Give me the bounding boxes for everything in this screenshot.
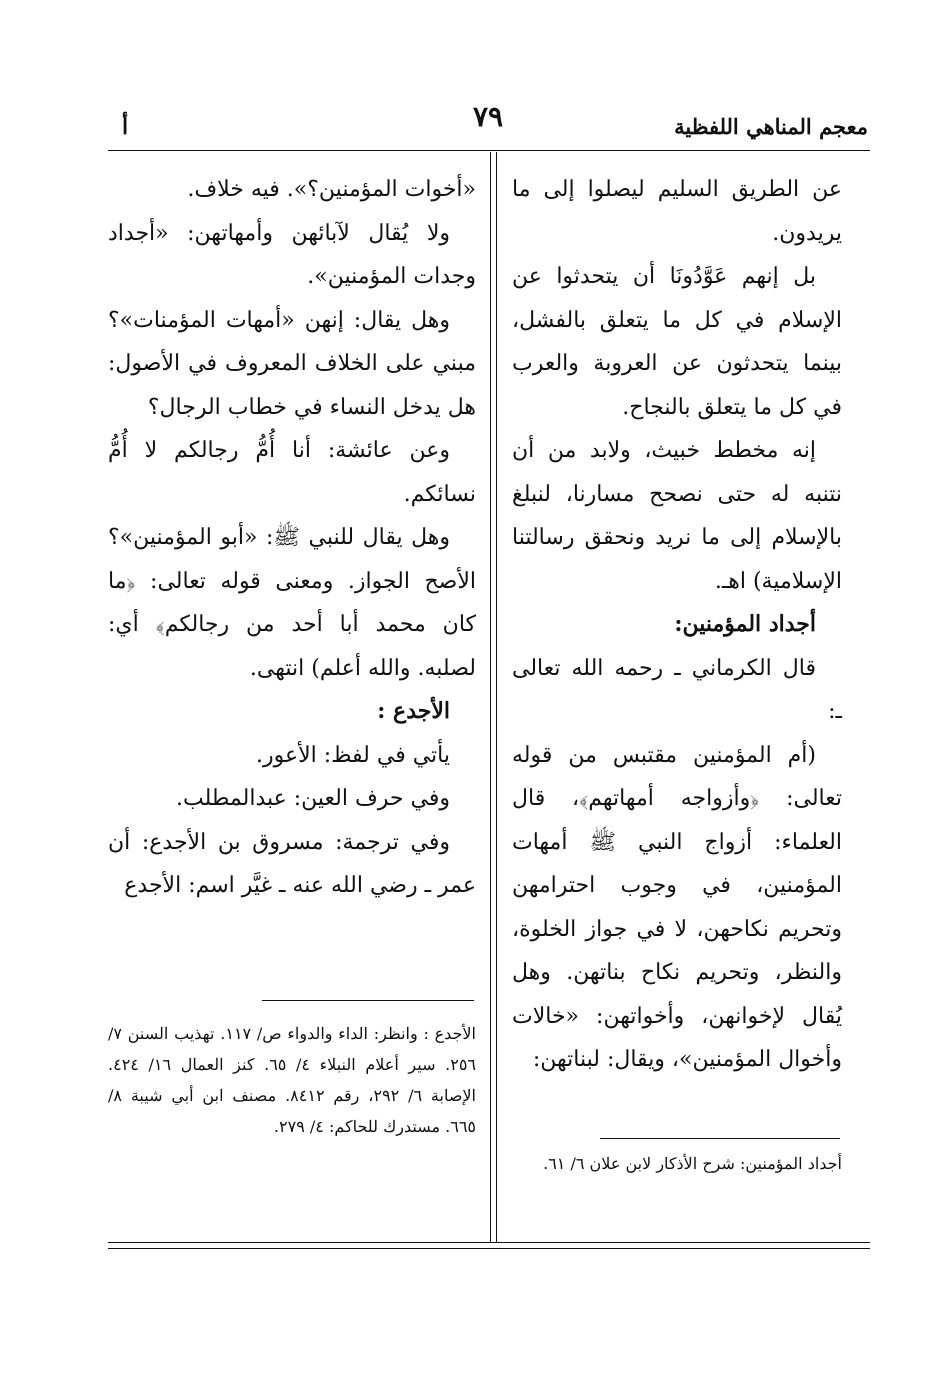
paragraph: عن الطريق السليم ليصلوا إلى ما يريدون. bbox=[512, 177, 842, 246]
header-rule bbox=[108, 150, 870, 151]
column-divider bbox=[496, 152, 497, 1242]
paragraph: يأتي في لفظ: الأعور. bbox=[255, 742, 450, 768]
left-column bbox=[108, 168, 476, 908]
page-header bbox=[108, 100, 868, 144]
footnote-rule bbox=[262, 1000, 474, 1001]
paragraph: وفي ترجمة: مسروق بن الأجدع: أن عمر ـ رضي الله عنه ـ غيَّر اسم: الأجدع bbox=[108, 829, 476, 898]
paragraph: وعن عائشة: أنا أُمُّ رجالكم لا أُمُّ نسائكم. bbox=[108, 438, 476, 507]
paragraph: قال الكرماني ـ رحمه الله تعالى ـ: bbox=[512, 655, 842, 724]
entry-heading: أجداد المؤمنين: bbox=[674, 611, 816, 637]
book-title: معجم المناهي اللفظية bbox=[674, 114, 868, 139]
page-number: ٧٩ bbox=[472, 100, 504, 133]
column-divider bbox=[490, 152, 491, 1242]
paragraph: وهل يقال: إنهن «أمهات المؤمنات»؟ مبني على الخلاف المعروف في الأصول: هل يدخل النساء في خطاب الرجال؟ bbox=[108, 307, 476, 420]
footer-rule bbox=[108, 1242, 870, 1243]
footnote: الأجدع : وانظر: الداء والدواء ص/ ١١٧. تهذيب السنن ٧/ ٢٥٦. سير أعلام النبلاء ٤/ ٦٥. كنز العمال ١٦/ ٤٢٤. الإصابة ٦/ ٢٩٢، رقم ٨٤١٢. مصنف ابن أبي شيبة ٨/ ٦٦٥. مستدرك للحاكم: ٤/ ٢٧٩. bbox=[108, 1024, 477, 1136]
paragraph: ولا يُقال لآبائهن وأمهاتهن: «أجداد وجدات المؤمنين». bbox=[108, 220, 476, 289]
right-column bbox=[512, 168, 842, 1082]
paragraph: بل إنهم عَوَّدُونَا أن يتحدثوا عن الإسلام في كل ما يتعلق بالفشل، بينما يتحدثون عن العروبة والعرب في كل ما يتعلق بالنجاح. bbox=[512, 264, 842, 420]
paragraph: وهل يقال للنبي ﷺ: «أبو المؤمنين»؟ الأصح الجواز. ومعنى قوله تعالى: ﴿ما كان محمد أبا أحد من رجالكم﴾ أي: لصلبه. والله أعلم) انتهى. bbox=[108, 525, 476, 681]
paragraph: إنه مخطط خبيث، ولابد من أن نتنبه له حتى نصحح مسارنا، لنبلغ بالإسلام إلى ما نريد ونحقق رسالتنا الإسلامية) اهـ. bbox=[512, 438, 842, 594]
paragraph: (أم المؤمنين مقتبس من قوله تعالى: ﴿وأزواجه أمهاتهم﴾، قال العلماء: أزواج النبي ﷺ أمهات المؤمنين، في وجوب احترامهن وتحريم نكاحهن، لا في جواز الخلوة، والنظر، وتحريم نكاح بناتهن. وهل يُقال لإخوانهن، وأخواتهن: «خالات وأخوال المؤمنين»، ويقال: لبناتهن: bbox=[512, 742, 842, 1072]
footer-rule bbox=[108, 1248, 870, 1249]
paragraph: «أخوات المؤمنين؟». فيه خلاف. bbox=[187, 177, 476, 202]
footnote: أجداد المؤمنين: شرح الأذكار لابن علان ٦/ ٦١. bbox=[543, 1154, 842, 1173]
entry-heading: الأجدع : bbox=[377, 698, 450, 724]
section-letter: أ bbox=[122, 114, 129, 140]
footnote-rule bbox=[600, 1138, 840, 1139]
paragraph: وفي حرف العين: عبدالمطلب. bbox=[175, 786, 450, 811]
